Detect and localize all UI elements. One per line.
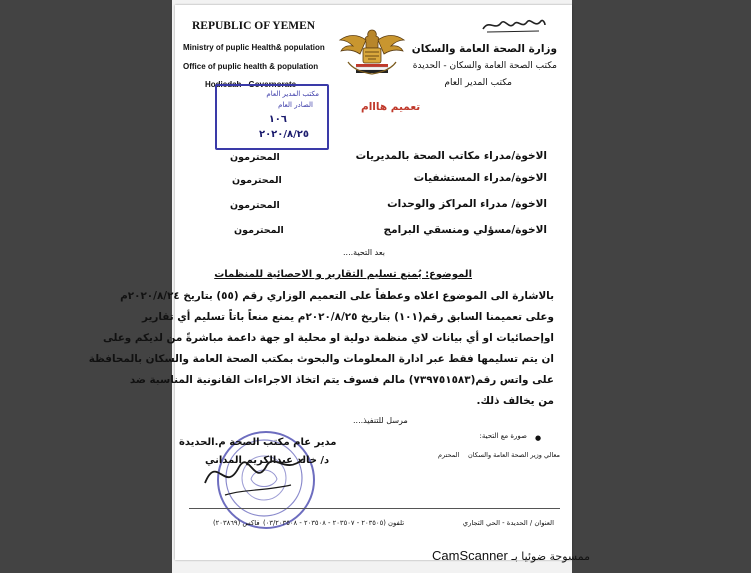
yemen-emblem-logo bbox=[336, 26, 408, 78]
body-line-6: من يخالف ذلك. bbox=[476, 395, 554, 407]
copies-title: صورة مع التحية: bbox=[479, 432, 527, 440]
viewer-left-margin bbox=[0, 0, 172, 573]
viewer-right-margin bbox=[572, 0, 751, 573]
registration-stamp bbox=[215, 84, 329, 150]
stamp-office: مكتب المدير العام bbox=[266, 90, 319, 98]
body-line-3: اوإحصائيات او أي بيانات لاي منظمة دولية او محلية او جهة داعمة مباشرةً من لديكم وعلى bbox=[102, 332, 554, 344]
header-en-office: Office of puplic health & population bbox=[183, 62, 319, 71]
header-ar-director: مكتب المدير العام bbox=[444, 78, 512, 88]
signature-name: د/ خالد عبدالكريم المداني bbox=[205, 455, 330, 466]
footer-phone: تلفون (٢٠٣٥٠٥ - ٢٠٣٥٠٧ - ٢٠٣٥٠٨ - ٠٣/٢٠٣٥٠٨) bbox=[263, 519, 405, 527]
recipient-4-honor: المحترمون bbox=[234, 225, 284, 236]
header-en-governorate: Hodiedah - Governorate bbox=[205, 80, 297, 89]
body-line-5: على واتس رقم(٧٣٩٧٥١٥٨٣) مالم فسوف يتم اتخاذ الاجراءات القانونية المناسبة ضد bbox=[129, 374, 554, 386]
stamp-date: ٢٠٢٠/٨/٢٥ bbox=[258, 129, 309, 140]
footer-fax: فاكس (٢٠٣٨٦٩) bbox=[213, 519, 260, 527]
copies-minister: معالي وزير الصحة العامة والسكان bbox=[468, 451, 560, 459]
camscanner-watermark bbox=[432, 548, 590, 563]
watermark-arabic: ممسوحة ضوئيا بـ bbox=[511, 550, 590, 563]
watermark-brand: CamScanner bbox=[432, 548, 508, 563]
subject-line: الموضوع: يُمنع تسليم التقارير و الاحصائية للمنظمات bbox=[214, 269, 472, 280]
recipient-3: الاخوة/ مدراء المراكز والوحدات bbox=[387, 198, 547, 210]
circular-title: تعميم هااام bbox=[361, 101, 421, 113]
body-line-2: وعلى تعميمنا السابق رقم(١٠١) بتاريخ ٢٠٢٠/٨/٢٥م يمنع منعاً باتاً تسليم أي تقارير bbox=[142, 311, 554, 323]
execution-note: مرسل للتنفيذ.... bbox=[353, 416, 408, 425]
header-en-ministry: Ministry of puplic Health& population bbox=[183, 43, 325, 52]
copies-honor: المحترم bbox=[438, 451, 460, 459]
recipient-1: الاخوة/مدراء مكاتب الصحة بالمديريات bbox=[355, 150, 547, 162]
handwritten-signature bbox=[195, 445, 315, 505]
footer-divider bbox=[189, 508, 560, 509]
greeting: بعد التحية.... bbox=[343, 248, 385, 257]
header-ar-republic-calligraphy bbox=[481, 15, 547, 35]
recipient-4: الاخوة/مسؤلي ومنسقي البرامج bbox=[383, 224, 547, 236]
scanned-document bbox=[88, 5, 572, 560]
body-line-4: ان يتم تسليمها فقط عبر ادارة المعلومات والبحوث بمكتب الصحة العامة والسكان بالمحافظة bbox=[88, 353, 554, 365]
recipient-1-honor: المحترمون bbox=[230, 152, 280, 163]
body-line-1: بالاشارة الى الموضوع اعلاه وعطفاً على التعميم الوزاري رقم (٥٥) بتاريخ ٢٠٢٠/٨/٢٤م bbox=[120, 290, 554, 302]
stamp-number: ١٠٦ bbox=[268, 114, 287, 125]
recipient-2: الاخوة/مدراء المستشفيات bbox=[413, 172, 547, 184]
recipient-2-honor: المحترمون bbox=[232, 175, 282, 186]
header-ar-ministry: وزارة الصحة العامة والسكان bbox=[411, 43, 557, 55]
signature-title: مدير عام مكتب الصحة م.الحديدة bbox=[179, 437, 337, 448]
stamp-outgoing: الصادر العام bbox=[278, 101, 313, 109]
copy-bullet: ● bbox=[535, 434, 542, 442]
header-ar-office: مكتب الصحة العامة والسكان - الحديدة bbox=[412, 61, 557, 71]
header-en-country: REPUBLIC OF YEMEN bbox=[192, 20, 316, 32]
recipient-3-honor: المحترمون bbox=[230, 200, 280, 211]
footer-address: العنوان / الحديدة - الحي التجاري bbox=[462, 519, 554, 527]
